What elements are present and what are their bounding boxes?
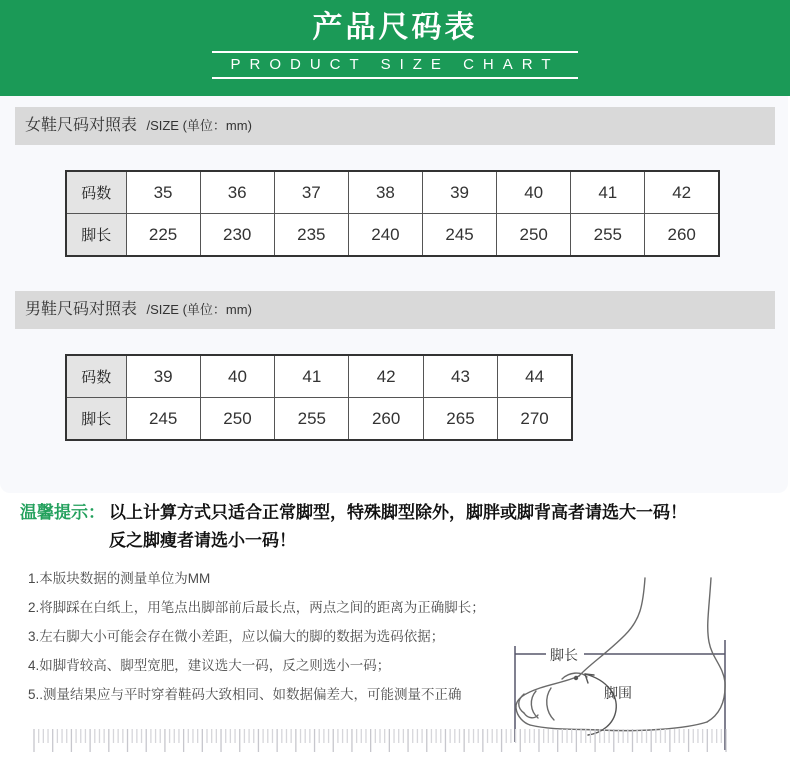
value-cell: 39	[126, 355, 200, 398]
table-row	[66, 398, 572, 441]
value-cell: 255	[571, 214, 645, 257]
value-cell: 260	[349, 398, 423, 441]
value-cell: 43	[423, 355, 497, 398]
row-label-cell: 码数	[66, 355, 126, 398]
note-line: 4.如脚背较高、脚型宽肥，建议选大一码，反之则选小一码；	[28, 658, 391, 673]
value-cell: 41	[571, 171, 645, 214]
foot-girth-label: 脚围	[604, 685, 632, 701]
table-row	[66, 171, 719, 214]
men-size-section-header	[15, 291, 775, 329]
note-line: 2.将脚踩在白纸上，用笔点出脚部前后最长点，两点之间的距离为正确脚长；	[28, 600, 485, 615]
note-line: 5..测量结果应与平时穿着鞋码大致相同、如数据偏差大，可能测量不正确	[28, 687, 462, 702]
value-cell: 250	[200, 398, 274, 441]
value-cell: 225	[126, 214, 200, 257]
value-cell: 37	[274, 171, 348, 214]
value-cell: 270	[498, 398, 572, 441]
value-cell: 260	[645, 214, 719, 257]
value-cell: 250	[497, 214, 571, 257]
women-section-unit: /SIZE (单位：mm)	[146, 118, 252, 133]
value-cell: 42	[645, 171, 719, 214]
men-section-unit: /SIZE (单位：mm)	[146, 302, 252, 317]
table-row	[66, 214, 719, 257]
value-cell: 36	[200, 171, 274, 214]
bottom-ruler	[33, 728, 727, 756]
girth-arrow	[585, 674, 616, 735]
value-cell: 42	[349, 355, 423, 398]
row-label-cell: 脚长	[66, 398, 126, 441]
value-cell: 40	[497, 171, 571, 214]
warm-tips-label: 温馨提示：	[20, 503, 105, 522]
value-cell: 255	[275, 398, 349, 441]
value-cell: 240	[348, 214, 422, 257]
men-section-title: 男鞋尺码对照表	[25, 301, 138, 318]
warm-tips-text	[109, 499, 687, 555]
page-title: 产品尺码表	[312, 11, 478, 44]
warm-tips-line1: 以上计算方式只适合正常脚型，特殊脚型除外，脚胖或脚背高者请选大一码！	[109, 503, 687, 522]
women-size-section-header	[15, 107, 775, 145]
value-cell: 235	[274, 214, 348, 257]
girth-point-dot	[574, 676, 578, 680]
note-line: 1.本版块数据的测量单位为MM	[28, 571, 211, 586]
note-line: 3.左右脚大小可能会存在微小差距，应以偏大的脚的数据为选码依据；	[28, 629, 445, 644]
value-cell: 245	[126, 398, 200, 441]
warm-tips	[20, 499, 782, 555]
men-size-table	[65, 354, 573, 441]
page-subtitle: PRODUCT SIZE CHART	[212, 51, 578, 79]
value-cell: 44	[498, 355, 572, 398]
row-label-cell: 码数	[66, 171, 126, 214]
warm-tips-line2: 反之脚瘦者请选小一码！	[109, 531, 296, 550]
header-banner	[0, 0, 790, 96]
value-cell: 41	[275, 355, 349, 398]
foot-length-label: 脚长	[550, 647, 578, 663]
value-cell: 35	[126, 171, 200, 214]
value-cell: 40	[200, 355, 274, 398]
women-section-title: 女鞋尺码对照表	[25, 117, 138, 134]
value-cell: 230	[200, 214, 274, 257]
women-size-table	[65, 170, 720, 257]
value-cell: 245	[423, 214, 497, 257]
row-label-cell: 脚长	[66, 214, 126, 257]
table-row	[66, 355, 572, 398]
measurement-notes	[28, 564, 498, 709]
value-cell: 38	[348, 171, 422, 214]
value-cell: 265	[423, 398, 497, 441]
value-cell: 39	[423, 171, 497, 214]
